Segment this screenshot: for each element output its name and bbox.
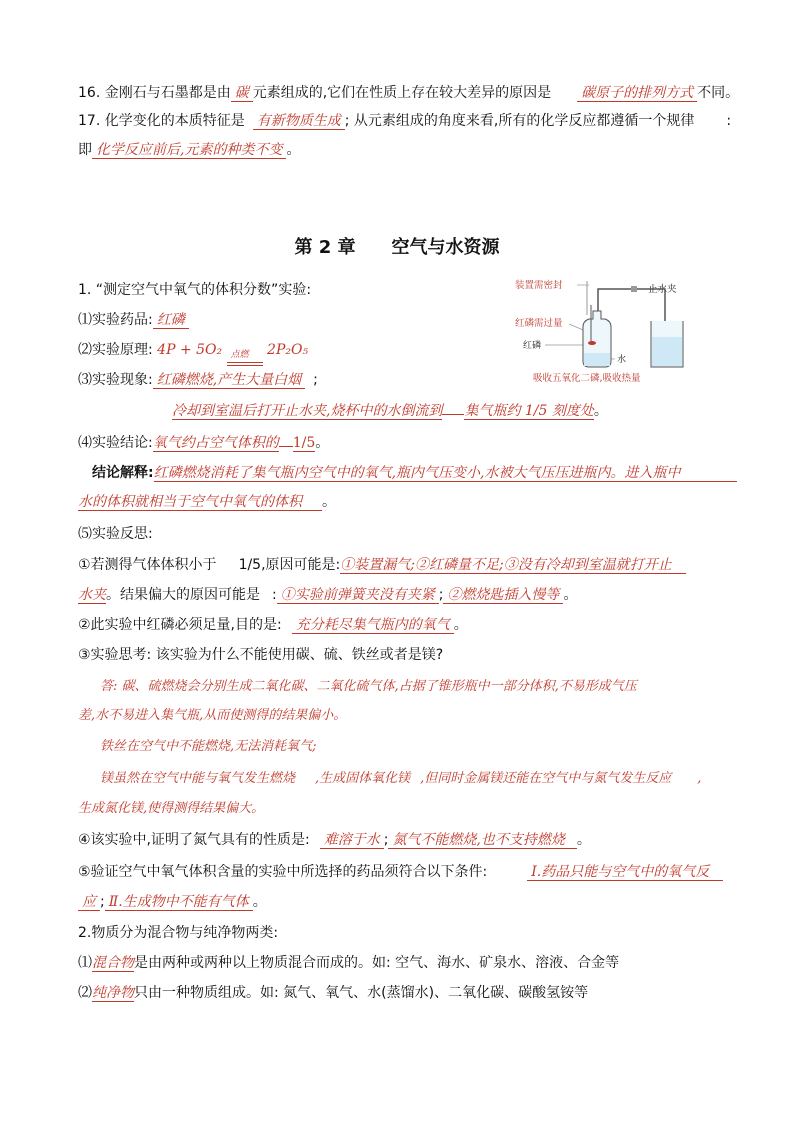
s1-r4-line: [78, 830, 591, 850]
s1-title: [78, 280, 311, 300]
r1b-answer: 水夹: [78, 587, 106, 603]
answer-line-5: [78, 799, 264, 819]
s1-title-text: 1. “测定空气中氧气的体积分数”实验:: [78, 282, 312, 298]
phenomenon-label: ⑶实验现象:: [78, 372, 153, 388]
r4-end: 。: [576, 832, 591, 848]
r1-answer: ①装置漏气;②红磷量不足;③没有冷却到室温就打开止: [340, 557, 685, 574]
answer-line-3: [100, 737, 317, 757]
r4-text: ④该实验中,证明了氮气具有的性质是:: [78, 832, 310, 848]
r4-answer-a: 难溶于水: [320, 832, 384, 849]
equation-condition: 点燃: [230, 350, 249, 360]
r1b-answer-2: ①实验前弹簧夹没有夹紧: [277, 587, 439, 604]
answer-text-4a: 镁虽然在空气中能与氧气发生燃烧: [100, 771, 296, 786]
label-excess: 红磷需过量: [515, 318, 563, 329]
s1-phen-line: [78, 370, 318, 390]
s1-r2-line: [78, 615, 468, 635]
answer-text-1: 答: 碳、硫燃烧会分别生成二氧化碳、二氧化硫气体,占据了锥形瓶中一部分体积,不易形成气压: [100, 679, 637, 694]
phenomenon-answer-1: 红磷燃烧,产生大量白烟: [153, 372, 305, 389]
chapter-heading: [0, 233, 794, 259]
explanation-end: 。: [322, 494, 336, 510]
q17-line: [78, 111, 731, 131]
s1-expl2-line: [78, 492, 336, 512]
r1b-answer-3: ②燃烧匙插入慢等: [443, 587, 563, 604]
conclusion-fraction: 1/5: [292, 435, 316, 451]
drug-label: ⑴实验药品:: [78, 312, 153, 328]
r5b-end: 。: [252, 894, 267, 910]
r5b-answer-b: Ⅱ.生成物中不能有气体: [105, 894, 253, 911]
label-bottom: 吸收五氧化二磷,吸收热量: [533, 373, 641, 384]
chapter-number: 第 2 章: [294, 237, 356, 258]
explanation-label: 结论解释:: [92, 465, 154, 481]
q17-answer: 有新物质生成: [253, 113, 345, 130]
label-phosphorus: 红磷: [523, 341, 542, 351]
q16-text-end: 不同。: [697, 85, 740, 101]
s2-mixture-line: [78, 953, 619, 973]
mixture-term: 混合物: [92, 955, 134, 971]
reflection-label: ⑸实验反思:: [78, 526, 153, 542]
answer-text-4d: ,: [697, 771, 702, 786]
answer-line-2: [78, 706, 346, 726]
q16-line: [78, 83, 739, 103]
answer-text-4c: ,但同时金属镁还能在空气中与氮气发生反应: [420, 771, 672, 786]
s1-r5b-line: [78, 892, 267, 912]
s1-reflect-line: [78, 524, 153, 544]
r2-answer: 充分耗尽集气瓶内的氧气: [292, 617, 454, 634]
q17b-answer: 化学反应前后,元素的种类不变: [92, 142, 286, 159]
s1-r5-line: [78, 862, 723, 882]
r2-text: ②此实验中红磷必须足量,目的是:: [78, 617, 282, 633]
r3-text: ③实验思考: 该实验为什么不能使用碳、硫、铁丝或者是镁?: [78, 647, 444, 663]
phenomenon-answer-2b: 集气瓶约 1/5 刻度处: [464, 403, 594, 419]
q17-text: 17. 化学变化的本质特征是: [78, 113, 245, 129]
answer-text-4b: ,生成固体氧化镁: [315, 771, 411, 786]
s1-r1b-line: [78, 585, 577, 605]
mixture-text: 是由两种或两种以上物质混合而成的。如: 空气、海水、矿泉水、溶液、合金等: [134, 955, 620, 971]
pure-text: 只由一种物质组成。如: 氮气、氧气、水(蒸馏水)、二氧化碳、碳酸氢铵等: [134, 985, 589, 1001]
s1-r3-line: [78, 645, 443, 665]
phenomenon-answer-2: 冷却到室温后打开止水夹,烧杯中的水倒流到: [172, 403, 443, 419]
q16-text: 16. 金刚石与石墨都是由: [78, 85, 231, 101]
r1b-colon: :: [272, 587, 277, 603]
s2-title: [78, 923, 278, 943]
r1-text-2: 1/5,原因可能是:: [238, 557, 341, 573]
q17b-text: 即: [78, 142, 92, 158]
answer-text-5: 生成氮化镁,使得测得结果偏大。: [78, 801, 265, 816]
s1-expl-line: [92, 463, 737, 483]
s1-concl-line: [78, 432, 329, 453]
r5b-answer-a: 应: [78, 894, 100, 911]
answer-text-3: 铁丝在空气中不能燃烧,无法消耗氧气;: [100, 739, 317, 754]
q16-answer-1: 碳: [231, 85, 253, 102]
label-clamp: 止水夹: [648, 284, 677, 295]
s1-principle-line: [78, 340, 308, 360]
s1-drug-line: [78, 310, 189, 330]
label-water-1: 水: [617, 355, 627, 365]
explanation-answer-2: 水的体积就相当于空气中氧气的体积: [78, 494, 322, 511]
principle-label: ⑵实验原理:: [78, 342, 153, 358]
s1-r1-line: [78, 555, 686, 575]
q16-answer-2: 碳原子的排列方式: [577, 85, 697, 102]
r4-answer-b: 氮气不能燃烧,也不支持燃烧: [388, 832, 576, 849]
drug-answer: 红磷: [153, 312, 189, 329]
r1-text: ①若测得气体体积小于: [78, 557, 217, 573]
answer-line-1: [100, 677, 637, 697]
phenomenon-end: 。: [593, 403, 608, 419]
q16-text-mid: 元素组成的,它们在性质上存在较大差异的原因是: [252, 85, 552, 101]
equation-right: 2P₂O₅: [267, 342, 309, 358]
r1b-end: 。: [563, 587, 578, 603]
r5-answer-a: Ⅰ.药品只能与空气中的氧气反: [527, 864, 723, 881]
mixture-num: ⑴: [78, 955, 92, 971]
conclusion-end: 。: [315, 435, 330, 451]
r5b-sep: ;: [100, 894, 105, 910]
pure-term: 纯净物: [92, 985, 134, 1001]
answer-line-4: [100, 769, 701, 789]
r1b-text: 。结果偏大的原因可能是: [106, 587, 260, 603]
equation-left: 4P + 5O₂: [157, 342, 223, 358]
label-seal: 装置需密封: [515, 280, 563, 291]
conclusion-label: ⑷实验结论:: [78, 435, 153, 451]
conclusion-answer: 氧气约占空气体积的: [152, 435, 279, 451]
answer-text-2: 差,水不易进入集气瓶,从而使测得的结果偏小。: [78, 708, 347, 723]
r4-sep: ;: [383, 832, 389, 848]
chapter-title: 空气与水资源: [391, 237, 500, 258]
s2-title-text: 2.物质分为混合物与纯净物两类:: [78, 925, 279, 941]
q17b-text-end: 。: [286, 142, 301, 158]
r5-text: ⑤验证空气中氧气体积含量的实验中所选择的药品须符合以下条件:: [78, 864, 488, 880]
s2-pure-line: [78, 983, 588, 1003]
q17-text-mid: ; 从元素组成的角度来看,所有的化学反应都遵循一个规律: [344, 113, 695, 129]
r2-end: 。: [453, 617, 468, 633]
explanation-answer-1: 红磷燃烧消耗了集气瓶内空气中的氧气,瓶内气压变小,水被大气压压进瓶内。进入瓶中: [154, 465, 737, 482]
q17b-line: [78, 140, 300, 160]
s1-phen2-line: [172, 400, 608, 421]
pure-num: ⑵: [78, 985, 92, 1001]
r1b-sep: ;: [438, 587, 444, 603]
q17-text-end: :: [726, 113, 732, 129]
apparatus-figure: [505, 275, 705, 390]
phenomenon-sep: ;: [313, 372, 318, 388]
